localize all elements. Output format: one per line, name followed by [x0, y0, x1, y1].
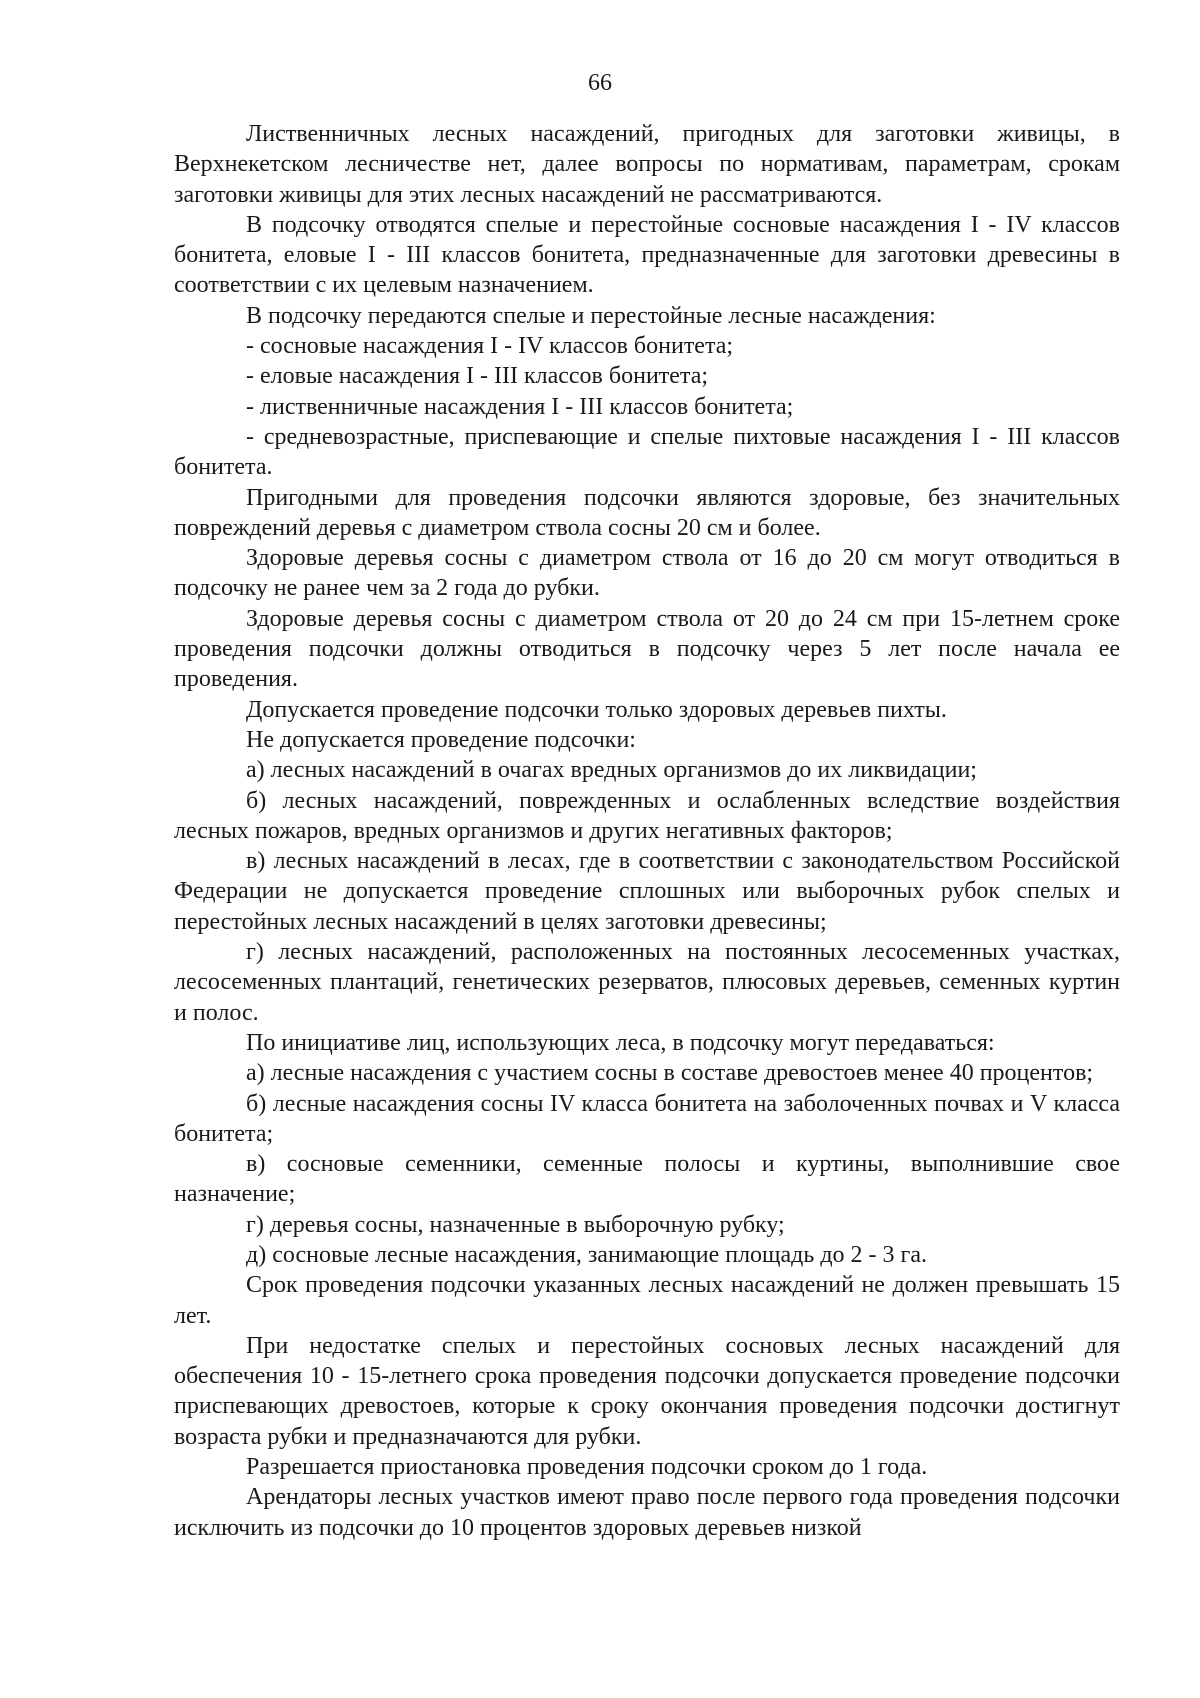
paragraph-not-allowed: Не допускается проведение подсочки: [246, 726, 636, 753]
list-item-b-swampy: б) лесные насаждения сосны IV класса бонитета на заболоченных почвах и V класса бонитета; [174, 1090, 1120, 1147]
paragraph-tapping-allotment: В подсочку отводятся спелые и перестойные сосновые насаждения I - IV классов бонитета, еловые I - III классов бонитета, предназначенные для заготовки древесины в соответствии с их целевым назначением. [174, 211, 1120, 299]
paragraph-suspension: Разрешается приостановка проведения подсочки сроком до 1 года. [246, 1454, 928, 1481]
list-item-fir: - средневозрастные, приспевающие и спелые пихтовые насаждения I - III классов бонитета. [174, 423, 1120, 481]
paragraph-term: Срок проведения подсочки указанных лесных насаждений не должен превышать 15 лет. [174, 1272, 1120, 1329]
paragraph-larch-stands: Лиственничных лесных насаждений, пригодных для заготовки живицы, в Верхнекетском лесничестве нет, далее вопросы по нормативам, параметрам, срокам заготовки живицы для этих лесных насаждений не рассматриваются. [174, 121, 1120, 208]
list-item-d-seed-plots: г) лесных насаждений, расположенных на постоянных лесосеменных участках, лесосеменных плантаций, генетических резерватов, плюсовых деревьев, семенных куртин и полос. [174, 939, 1120, 1026]
list-item-d-selective: г) деревья сосны, назначенные в выборочную рубку; [246, 1211, 785, 1238]
paragraph-suitable-trees: Пригодными для проведения подсочки являются здоровые, без значительных повреждений деревья с диаметром ствола сосны 20 см и более. [174, 484, 1120, 541]
list-item-pine: - сосновые насаждения I - IV классов бонитета; [246, 333, 734, 360]
list-item-b-damaged: б) лесных насаждений, поврежденных и ослабленных вследствие воздействия лесных пожаров, вредных организмов и других негативных факторов; [174, 787, 1120, 844]
list-item-e-small-area: д) сосновые лесные насаждения, занимающие площадь до 2 - 3 га. [246, 1241, 928, 1268]
list-item-c-restricted: в) лесных насаждений в лесах, где в соответствии с законодательством Российской Федерации не допускается проведение сплошных или выборочных рубок спелых и перестойных лесных насаждений в целях заготовки древесины; [174, 848, 1120, 935]
paragraph-shortage: При недостатке спелых и перестойных сосновых лесных насаждений для обеспечения 10 - 15-летнего срока проведения подсочки допускается проведение подсочки приспевающих древостоев, которые к сроку окончания проведения подсочки достигнут возраста рубки и предназначаются для рубки. [174, 1332, 1120, 1450]
paragraph-transferred-stands: В подсочку передаются спелые и перестойные лесные насаждения: [246, 302, 936, 329]
list-item-larch: - лиственничные насаждения I - III классов бонитета; [246, 393, 794, 420]
document-body [174, 119, 1120, 1543]
paragraph-diameter-16-20: Здоровые деревья сосны с диаметром ствола от 16 до 20 см могут отводиться в подсочку не ранее чем за 2 года до рубки. [174, 545, 1120, 602]
paragraph-fir-allowed: Допускается проведение подсочки только здоровых деревьев пихты. [246, 696, 947, 723]
page-number: 66 [588, 70, 612, 96]
list-item-c-seed-trees: в) сосновые семенники, семенные полосы и куртины, выполнившие свое назначение; [174, 1151, 1120, 1208]
list-item-spruce: - еловые насаждения I - III классов бонитета; [246, 363, 709, 390]
list-item-a-pests: а) лесных насаждений в очагах вредных организмов до их ликвидации; [246, 757, 977, 784]
paragraph-diameter-20-24: Здоровые деревья сосны с диаметром ствола от 20 до 24 см при 15-летнем сроке проведения подсочки должны отводиться в подсочку через 5 лет после начала ее проведения. [174, 605, 1120, 693]
paragraph-tenants: Арендаторы лесных участков имеют право после первого года проведения подсочки исключить из подсочки до 10 процентов здоровых деревьев низкой [174, 1484, 1120, 1541]
list-item-a-pine-share: а) лесные насаждения с участием сосны в составе древостоев менее 40 процентов; [246, 1060, 1094, 1087]
paragraph-initiative: По инициативе лиц, использующих леса, в подсочку могут передаваться: [246, 1029, 995, 1056]
